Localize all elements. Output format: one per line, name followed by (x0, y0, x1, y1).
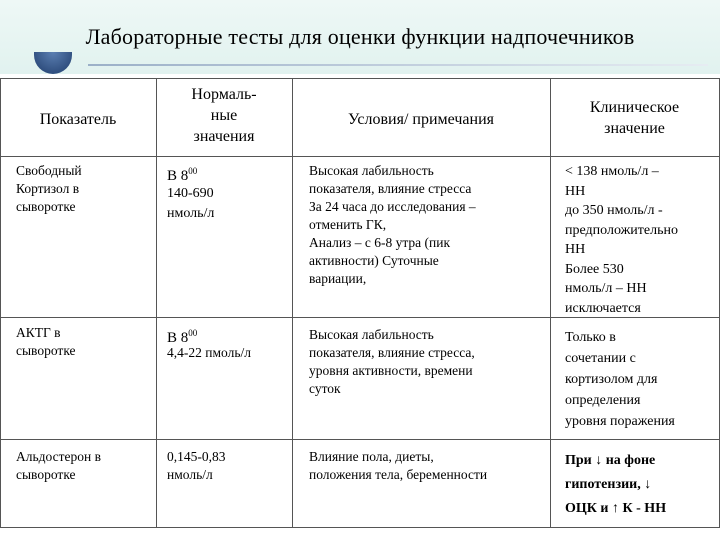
row-acth-indicator: АКТГ в сыворотке (16, 325, 76, 358)
table-border-bottom (0, 527, 720, 528)
row-cortisol-clinical: < 138 нмоль/л – НН до 350 нмоль/л - предположительно НН Более 530 нмоль/л – НН исключается (565, 164, 678, 316)
row-acth-conditions: Высокая лабильность показателя, влияние стресса, уровня активности, времени суток (309, 327, 475, 396)
row-acth-clinical: Только в сочетании с кортизолом для определения уровня поражения (565, 330, 675, 429)
header-conditions: Условия/ примечания (348, 111, 494, 128)
row-aldosterone-indicator: Альдостерон в сыворотке (16, 449, 101, 482)
row-cortisol-normal-range: 140-690 нмоль/л (167, 186, 215, 221)
row-aldosterone-clinical-line2: гипотензии, ↓ (565, 477, 652, 492)
decorative-line (88, 64, 708, 66)
table-row-divider (0, 439, 720, 440)
header-clinical-significance: Клиническое значение (589, 99, 680, 137)
row-aldosterone-clinical-line3: ОЦК и ↑ К - НН (565, 501, 667, 516)
table-col-divider (550, 78, 551, 527)
row-aldosterone-conditions: Влияние пола, диеты, положения тела, беременности (309, 449, 488, 482)
table-border-top (0, 78, 720, 79)
lab-tests-table (0, 78, 720, 528)
table-row-divider (0, 156, 720, 157)
row-acth-normal-time: В $8^{00}$ (167, 328, 198, 346)
row-aldosterone-normal-range: 0,145-0,83 нмоль/л (167, 449, 226, 482)
page-title: Лабораторные тесты для оценки функции надпочечников (85, 24, 635, 49)
table-col-divider (0, 78, 1, 527)
row-acth-normal-range: 4,4-22 пмоль/л (167, 345, 251, 360)
header-indicator: Показатель (39, 111, 117, 128)
row-aldosterone-clinical-line1: При ↓ на фоне (565, 453, 656, 468)
row-cortisol-indicator: Свободный Кортизол в сыворотке (16, 163, 82, 214)
row-cortisol-normal-time: В $8^{00}$ (167, 166, 198, 184)
header-normal-values: Нормаль- ные значения (191, 86, 257, 145)
table-col-divider (292, 78, 293, 527)
row-cortisol-conditions: Высокая лабильность показателя, влияние стресса За 24 часа до исследования – отменить ГК, Анализ – с 6-8 утра (пик активности) Суточные вариации, (309, 163, 476, 286)
